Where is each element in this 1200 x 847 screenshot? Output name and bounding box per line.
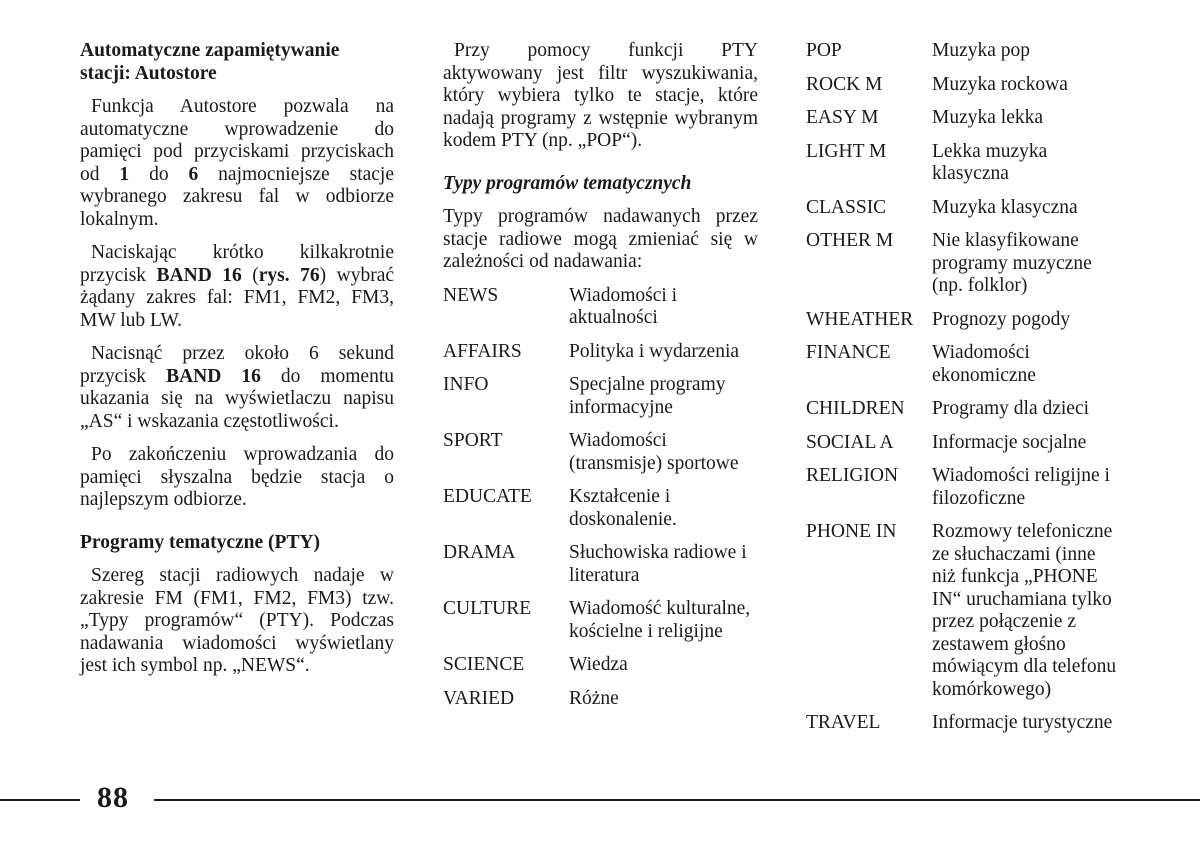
pty-description: Muzyka rockowa xyxy=(932,73,1068,95)
pty-description: Muzyka lekka xyxy=(932,107,1044,128)
text-run: najmocniejsze stacje wybranego zakresu fal w odbiorze lokalnym. xyxy=(80,163,394,230)
text-run: Funkcja Autostore pozwala na automatyczne wprowadzenie do pamięci pod przyciskami przyciskach od xyxy=(80,96,394,185)
pty-code: EDUCATE xyxy=(443,486,532,507)
program-types-heading: Typy programów tematycznych xyxy=(443,172,692,194)
pty-paragraph-1: Szereg stacji radiowych nadaje w zakresie FM (FM1, FM2, FM3) tzw. „Typy programów“ (PTY). Podczas nadawania wiadomości wyświetlany jest ich symbol np. „NEWS“. xyxy=(80,565,394,676)
pty-row xyxy=(443,542,758,587)
pty-code: TRAVEL xyxy=(806,712,881,733)
pty-description: Informacje socjalne xyxy=(932,431,1087,453)
pty-description: Wiedza xyxy=(569,654,628,675)
autostore-paragraph-3 xyxy=(80,343,394,433)
pty-code: SCIENCE xyxy=(443,654,525,675)
text-run: ) wybrać żądany zakres fal: FM1, FM2, FM3, MW lub LW. xyxy=(80,264,395,331)
pty-code: SOCIAL A xyxy=(806,431,894,453)
pty-row xyxy=(806,465,1122,510)
pty-description: Specjalne programy informacyjne xyxy=(569,374,726,418)
pty-heading: Programy tematyczne (PTY) xyxy=(80,531,321,553)
pty-code: WHEATHER xyxy=(806,308,914,330)
pty-description: Polityka i wydarzenia xyxy=(569,340,740,362)
column-right xyxy=(806,40,1122,746)
pty-row xyxy=(806,40,1122,63)
pty-description: Różne xyxy=(569,687,619,709)
pty-code: OTHER M xyxy=(806,230,894,251)
autostore-paragraph-1 xyxy=(80,96,394,231)
autostore-paragraph-4: Po zakończeniu wprowadzania do pamięci słyszalna będzie stacja o najlepszym odbiorze. xyxy=(80,444,394,510)
pty-description: Kształcenie i doskonalenie. xyxy=(569,486,677,530)
pty-row xyxy=(443,654,758,677)
pty-row xyxy=(806,342,1122,387)
footer-rule-right xyxy=(154,799,1200,801)
bold-run: 6 xyxy=(188,163,199,185)
pty-row xyxy=(806,141,1122,186)
program-types-intro: Typy programów nadawanych przez stacje radiowe mogą zmieniać się w zależności od nadawania: xyxy=(443,206,758,272)
footer-rule-left xyxy=(0,799,80,801)
text-run: Nacisnąć przez około 6 sekund przycisk xyxy=(80,343,394,387)
pty-code: EASY M xyxy=(806,107,879,128)
pty-row xyxy=(443,486,758,531)
pty-row xyxy=(443,285,758,330)
bold-run: BAND 16 xyxy=(166,365,261,387)
pty-row xyxy=(806,432,1122,455)
pty-filter-paragraph: Przy pomocy funkcji PTY aktywowany jest filtr wyszukiwania, który wybiera tylko te stacje, które nadają programy z wstępnie wybranym kodem PTY (np. „POP“). xyxy=(443,40,758,151)
pty-description: Wiadomości ekonomiczne xyxy=(932,342,1036,386)
pty-description: Muzyka pop xyxy=(932,40,1031,61)
pty-code-list-2 xyxy=(806,40,1122,735)
pty-code-list-1 xyxy=(443,285,758,711)
pty-code: AFFAIRS xyxy=(443,340,522,362)
pty-code: DRAMA xyxy=(443,542,516,563)
pty-code: PHONE IN xyxy=(806,521,897,542)
pty-code: NEWS xyxy=(443,284,499,306)
pty-description: Lekka muzyka klasyczna xyxy=(932,140,1048,184)
pty-code: CHILDREN xyxy=(806,398,905,419)
pty-description: Wiadomość kulturalne, kościelne i religijne xyxy=(569,598,751,642)
pty-row xyxy=(806,398,1122,421)
autostore-heading: Automatyczne zapamiętywanie stacji: Autostore xyxy=(80,40,340,84)
bold-run: 1 xyxy=(119,163,130,185)
pty-code: RELIGION xyxy=(806,465,899,486)
pty-description: Słuchowiska radiowe i literatura xyxy=(569,542,747,586)
column-middle xyxy=(443,40,758,721)
text-run: do momentu ukazania się na wyświetlaczu napisu „AS“ i wskazania częstotliwości. xyxy=(80,365,394,432)
autostore-paragraph-2 xyxy=(80,242,394,332)
pty-description: Nie klasyfikowane programy muzyczne (np. folklor) xyxy=(932,230,1092,296)
page-number: 88 xyxy=(97,781,129,814)
pty-description: Wiadomości i aktualności xyxy=(569,284,678,328)
pty-description: Informacje turystyczne xyxy=(932,712,1113,733)
pty-code: LIGHT M xyxy=(806,140,887,162)
pty-row xyxy=(806,197,1122,220)
pty-description: Programy dla dzieci xyxy=(932,398,1090,419)
pty-code: FINANCE xyxy=(806,342,891,363)
pty-description: Rozmowy telefoniczne ze słuchaczami (inne niż funkcja „PHONE IN“ uruchamiana tylko przez połączenie z zestawem głośno mówiącym dla telefonu komórkowego) xyxy=(932,521,1117,700)
text-run: do xyxy=(129,163,189,185)
text-run: ( xyxy=(241,264,259,286)
column-left xyxy=(80,40,394,689)
pty-row xyxy=(806,309,1122,332)
pty-row xyxy=(806,74,1122,97)
bold-run: rys. 76 xyxy=(258,264,320,286)
pty-description: Wiadomości (transmisje) sportowe xyxy=(569,430,739,474)
pty-row xyxy=(806,712,1122,735)
pty-description: Wiadomości religijne i filozoficzne xyxy=(932,465,1110,509)
text-run: Naciskając krótko kilkakrotnie przycisk xyxy=(80,242,394,286)
pty-description: Prognozy pogody xyxy=(932,308,1071,330)
pty-row xyxy=(806,230,1122,298)
pty-code: INFO xyxy=(443,374,489,395)
pty-code: ROCK M xyxy=(806,73,883,95)
pty-row xyxy=(443,374,758,419)
pty-row xyxy=(443,688,758,711)
bold-run: BAND 16 xyxy=(156,264,242,286)
pty-code: CLASSIC xyxy=(806,196,887,218)
pty-code: SPORT xyxy=(443,430,503,451)
pty-row xyxy=(806,107,1122,130)
pty-code: CULTURE xyxy=(443,598,532,619)
pty-row xyxy=(443,430,758,475)
pty-row xyxy=(443,341,758,364)
pty-row xyxy=(443,598,758,643)
pty-code: POP xyxy=(806,40,842,61)
pty-code: VARIED xyxy=(443,687,515,709)
pty-row xyxy=(806,521,1122,701)
pty-description: Muzyka klasyczna xyxy=(932,196,1078,218)
